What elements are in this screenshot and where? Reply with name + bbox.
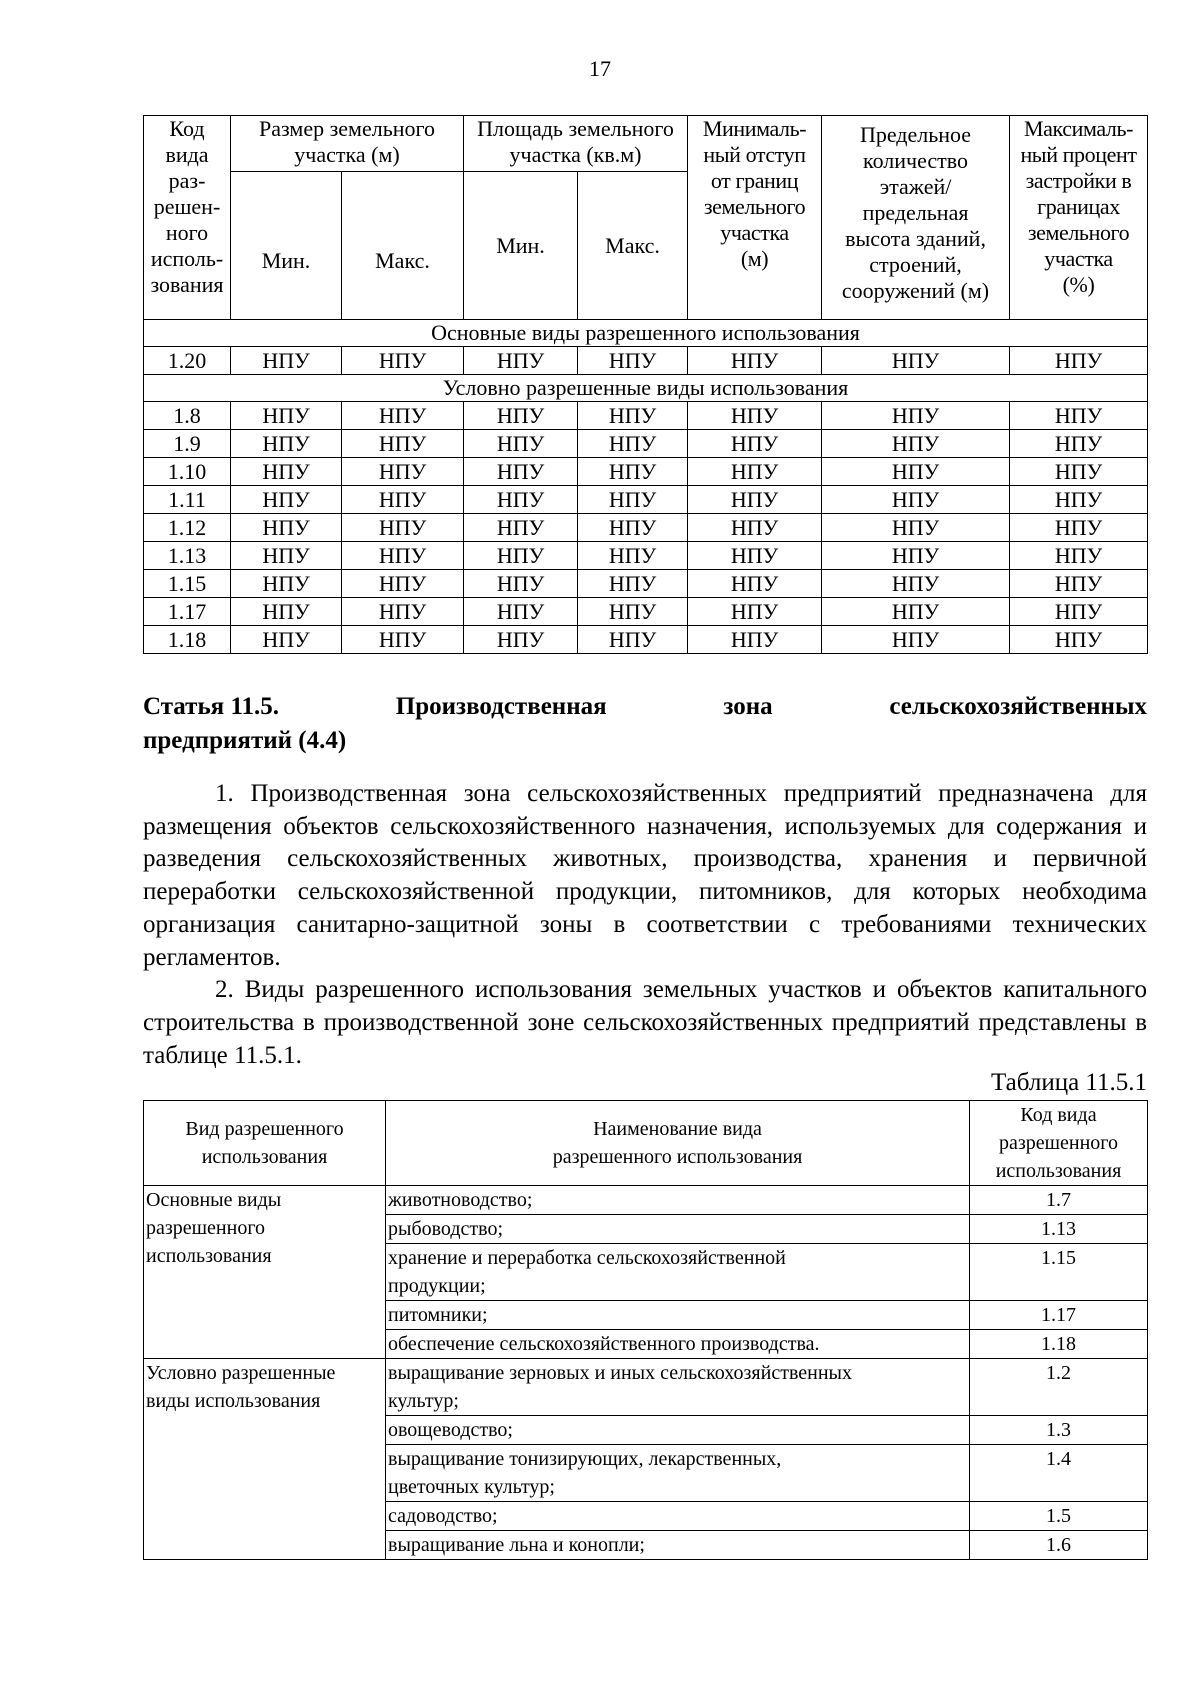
value-cell: НПУ (464, 514, 578, 542)
header-floors (822, 116, 1010, 320)
value-cell: НПУ (231, 458, 342, 486)
paragraph-1: 1. Производственная зона сельскохозяйственных предприятий предназначена для размещения объектов сельскохозяйственного назначения, используемых для содержания и разведения сельскохозяйственных животных, производства, хранения и первичной переработки сельскохозяйственной продукции, питомников, для которых необходима организация санитарно-защитной зоны в соответствии с требованиями технических регламентов. (143, 780, 1147, 971)
value-cell: НПУ (688, 430, 822, 458)
use-name-cell (386, 1244, 970, 1301)
value-cell: НПУ (578, 347, 688, 375)
article-heading-line2: предприятий (4.4) (143, 727, 347, 754)
header-text-line: Минималь- (702, 116, 807, 141)
header-text-line: исполь- (150, 246, 224, 271)
value-cell: НПУ (578, 458, 688, 486)
header-text-line: Предельное (859, 122, 972, 147)
header-setback (688, 116, 822, 320)
table-row (144, 626, 1148, 654)
cell-text-line: обеспечение сельскохозяйственного производства. (388, 1333, 820, 1355)
permitted-uses-table (143, 1100, 1148, 1560)
header-text-line: ный процент (1020, 142, 1137, 167)
article-body (143, 778, 1147, 1072)
header-text-line: Размер земельного (259, 116, 435, 141)
header-size-min: Мин. (231, 172, 342, 320)
use-code-cell: 1.13 (970, 1215, 1148, 1244)
value-cell: НПУ (1010, 402, 1148, 430)
value-cell: НПУ (464, 570, 578, 598)
value-cell: НПУ (1010, 598, 1148, 626)
value-cell: НПУ (231, 514, 342, 542)
use-group-cell (144, 1186, 386, 1359)
header-text-line: участка (720, 220, 789, 245)
value-cell: НПУ (342, 570, 464, 598)
cell-text-line: культур; (388, 1390, 459, 1412)
use-name-cell (386, 1445, 970, 1502)
cell-text-line: разрешенного (146, 1217, 266, 1239)
value-cell: НПУ (578, 486, 688, 514)
value-cell: НПУ (231, 598, 342, 626)
value-cell: НПУ (822, 430, 1010, 458)
cell-text-line: Основные виды (146, 1189, 282, 1211)
header-plot-size (231, 116, 464, 172)
value-cell: НПУ (688, 542, 822, 570)
header-text-line: решен- (153, 194, 221, 219)
cell-text-line: виды использования (146, 1390, 321, 1412)
cell-text-line: выращивание льна и конопли; (388, 1534, 645, 1556)
zone-parameters-table (143, 115, 1148, 654)
header-text-line: ного (165, 220, 209, 245)
header-plot-area (464, 116, 688, 172)
value-cell: НПУ (342, 486, 464, 514)
use-code-cell: 1.10 (144, 458, 231, 486)
section-main-uses: Основные виды разрешенного использования (144, 320, 1148, 347)
header-text-line: участка (кв.м) (509, 142, 642, 167)
heading-word: Производственная (395, 693, 607, 720)
use-code-cell: 1.4 (970, 1445, 1148, 1502)
value-cell: НПУ (578, 430, 688, 458)
use-code-cell: 1.15 (144, 570, 231, 598)
value-cell: НПУ (578, 598, 688, 626)
value-cell: НПУ (342, 402, 464, 430)
header-text-line: этажей/ (879, 174, 952, 199)
value-cell: НПУ (688, 570, 822, 598)
value-cell: НПУ (1010, 626, 1148, 654)
table-row (144, 430, 1148, 458)
cell-text-line: питомники; (388, 1304, 488, 1326)
value-cell: НПУ (464, 626, 578, 654)
header-text-line: Наименование вида (593, 1118, 762, 1140)
header-area-max: Макс. (578, 172, 688, 320)
header-text-line: количество (863, 148, 969, 173)
value-cell: НПУ (342, 514, 464, 542)
heading-word: Статья 11.5. (143, 693, 280, 720)
header-text-line: зования (150, 272, 224, 297)
cell-text-line: выращивание тонизирующих, лекарственных, (388, 1448, 782, 1470)
header-text-line: участка (1044, 246, 1113, 271)
value-cell: НПУ (231, 347, 342, 375)
header-text-line: использования (201, 1146, 328, 1168)
header-text-line: сооружений (м) (841, 278, 990, 303)
value-cell: НПУ (342, 430, 464, 458)
header-text-line: строений, (869, 252, 962, 277)
value-cell: НПУ (464, 542, 578, 570)
cell-text-line: овощеводство; (388, 1419, 513, 1441)
use-code-cell: 1.9 (144, 430, 231, 458)
header-text-line: ный отступ (703, 142, 806, 167)
header-text-line: вида (165, 142, 209, 167)
cell-text-line: цветочных культур; (388, 1476, 555, 1498)
use-name-cell (386, 1502, 970, 1531)
header-text-line: разрешенного (998, 1132, 1119, 1154)
use-code-cell: 1.7 (970, 1186, 1148, 1215)
value-cell: НПУ (688, 458, 822, 486)
value-cell: НПУ (231, 402, 342, 430)
use-code-cell: 1.8 (144, 402, 231, 430)
table-row (144, 347, 1148, 375)
value-cell: НПУ (231, 542, 342, 570)
table-row (144, 598, 1148, 626)
value-cell: НПУ (342, 458, 464, 486)
use-name-cell (386, 1531, 970, 1560)
header-coverage (1010, 116, 1148, 320)
value-cell: НПУ (464, 402, 578, 430)
table-row (144, 570, 1148, 598)
value-cell: НПУ (464, 486, 578, 514)
value-cell: НПУ (688, 598, 822, 626)
use-name-cell (386, 1359, 970, 1416)
use-code-cell: 1.12 (144, 514, 231, 542)
use-code-cell: 1.5 (970, 1502, 1148, 1531)
header-use-type (144, 1101, 386, 1186)
use-code-cell: 1.18 (144, 626, 231, 654)
paragraph-2: 2. Виды разрешенного использования земельных участков и объектов капитального строительства в производственной зоне сельскохозяйственных предприятий представлены в таблице 11.5.1. (143, 976, 1147, 1069)
value-cell: НПУ (822, 402, 1010, 430)
value-cell: НПУ (688, 486, 822, 514)
value-cell: НПУ (464, 458, 578, 486)
header-text-line: использования (995, 1160, 1122, 1182)
use-code-cell: 1.17 (970, 1301, 1148, 1330)
header-text-line: застройки в (1025, 168, 1132, 193)
header-text-line: Код (169, 116, 205, 141)
value-cell: НПУ (822, 570, 1010, 598)
value-cell: НПУ (1010, 347, 1148, 375)
heading-word: зона (723, 693, 773, 720)
header-text-line: от границ (710, 168, 799, 193)
article-heading (143, 690, 1147, 758)
value-cell: НПУ (231, 430, 342, 458)
value-cell: НПУ (822, 458, 1010, 486)
header-text-line: предельная (862, 200, 969, 225)
use-name-cell (386, 1330, 970, 1359)
value-cell: НПУ (231, 486, 342, 514)
use-code-cell: 1.15 (970, 1244, 1148, 1301)
value-cell: НПУ (464, 430, 578, 458)
use-code-cell: 1.6 (970, 1531, 1148, 1560)
use-name-cell (386, 1186, 970, 1215)
table-row (144, 514, 1148, 542)
value-cell: НПУ (688, 514, 822, 542)
value-cell: НПУ (342, 347, 464, 375)
use-code-cell: 1.2 (970, 1359, 1148, 1416)
value-cell: НПУ (342, 542, 464, 570)
value-cell: НПУ (822, 598, 1010, 626)
value-cell: НПУ (231, 570, 342, 598)
value-cell: НПУ (1010, 542, 1148, 570)
cell-text-line: рыбоводство; (388, 1218, 503, 1240)
value-cell: НПУ (822, 626, 1010, 654)
use-code-cell: 1.11 (144, 486, 231, 514)
use-code-cell: 1.18 (970, 1330, 1148, 1359)
table-row (144, 1359, 1148, 1416)
table-row (144, 458, 1148, 486)
value-cell: НПУ (822, 486, 1010, 514)
value-cell: НПУ (822, 542, 1010, 570)
header-text-line: участка (м) (294, 142, 400, 167)
use-group-cell (144, 1359, 386, 1560)
heading-word: сельскохозяйственных (889, 693, 1147, 720)
value-cell: НПУ (822, 514, 1010, 542)
value-cell: НПУ (464, 598, 578, 626)
table-row (144, 402, 1148, 430)
table-caption: Таблица 11.5.1 (991, 1069, 1147, 1096)
value-cell: НПУ (1010, 486, 1148, 514)
page-number: 17 (589, 56, 611, 81)
header-text-line: земельного (703, 194, 806, 219)
header-size-max: Макс. (342, 172, 464, 320)
use-code-cell: 1.17 (144, 598, 231, 626)
cell-text-line: животноводство; (388, 1189, 533, 1211)
header-text-line: раз- (168, 168, 206, 193)
header-text-line: Максималь- (1023, 116, 1134, 141)
cell-text-line: садоводство; (388, 1505, 498, 1527)
use-code-cell: 1.20 (144, 347, 231, 375)
section-conditional-uses: Условно разрешенные виды использования (144, 375, 1148, 402)
table-row (144, 486, 1148, 514)
header-text-line: границах (1037, 194, 1120, 219)
value-cell: НПУ (688, 626, 822, 654)
header-use-code (970, 1101, 1148, 1186)
use-code-cell: 1.13 (144, 542, 231, 570)
use-code-cell: 1.3 (970, 1416, 1148, 1445)
value-cell: НПУ (342, 626, 464, 654)
header-text-line: высота зданий, (845, 226, 986, 251)
value-cell: НПУ (578, 542, 688, 570)
table-row (144, 542, 1148, 570)
cell-text-line: хранение и переработка сельскохозяйственной (388, 1247, 786, 1269)
header-use-name (386, 1101, 970, 1186)
value-cell: НПУ (1010, 570, 1148, 598)
value-cell: НПУ (688, 347, 822, 375)
cell-text-line: использования (146, 1245, 272, 1267)
use-name-cell (386, 1301, 970, 1330)
cell-text-line: продукции; (388, 1275, 486, 1297)
header-text-line: (м) (740, 246, 769, 271)
value-cell: НПУ (1010, 458, 1148, 486)
value-cell: НПУ (1010, 514, 1148, 542)
value-cell: НПУ (578, 402, 688, 430)
cell-text-line: выращивание зерновых и иных сельскохозяйственных (388, 1362, 852, 1384)
use-name-cell (386, 1215, 970, 1244)
header-text-line: Код вида (1020, 1104, 1097, 1126)
header-text-line: земельного (1027, 220, 1130, 245)
header-text-line: Площадь земельного (477, 116, 674, 141)
value-cell: НПУ (578, 570, 688, 598)
cell-text-line: Условно разрешенные (146, 1362, 336, 1384)
header-text-line: (%) (1062, 272, 1095, 297)
value-cell: НПУ (688, 402, 822, 430)
value-cell: НПУ (464, 347, 578, 375)
value-cell: НПУ (231, 626, 342, 654)
value-cell: НПУ (822, 347, 1010, 375)
header-text-line: разрешенного использования (552, 1146, 803, 1168)
value-cell: НПУ (578, 626, 688, 654)
value-cell: НПУ (1010, 430, 1148, 458)
header-area-min: Мин. (464, 172, 578, 320)
value-cell: НПУ (578, 514, 688, 542)
table-row (144, 1186, 1148, 1215)
header-code (144, 116, 231, 320)
use-name-cell (386, 1416, 970, 1445)
header-text-line: Вид разрешенного (185, 1118, 344, 1140)
value-cell: НПУ (342, 598, 464, 626)
